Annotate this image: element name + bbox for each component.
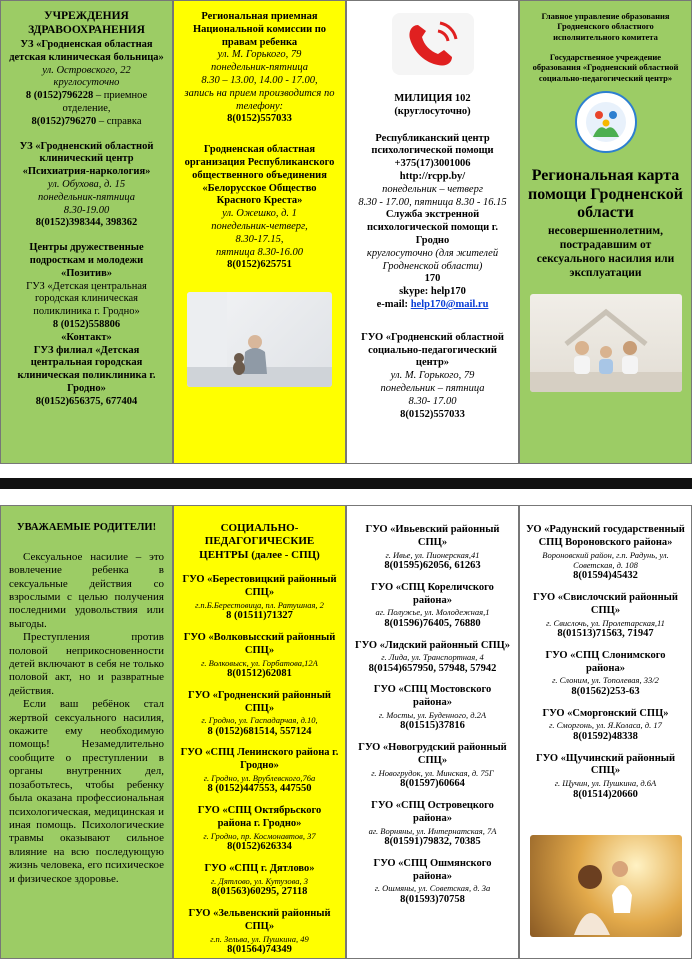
spc-address: г. Свислочь, ул. Пролетарская,11	[546, 617, 665, 628]
org-text: ГУЗ «Детская центральная городская клиническая поликлиника г. Гродно»	[26, 280, 147, 318]
spc-list	[180, 574, 339, 956]
notice-paragraph: Сексуальное насилие – это вовлечение ребенка в сексуальные действия со взрослыми с целью получения последними удовольствия или выгоды.	[9, 550, 164, 630]
org-phone-note: – приемное отделение,	[62, 90, 148, 115]
spc-phone: 8(01594)45432	[573, 570, 638, 582]
org-phone: 8 (0152)558806	[52, 318, 121, 330]
org-name: «Контакт»	[61, 331, 112, 343]
brochure-title: Региональная карта помощи Гродненской области	[528, 167, 683, 221]
email-line	[351, 299, 514, 312]
spc-address: г. Ивье, ул. Пионерская,41	[385, 549, 480, 560]
family-photo	[530, 294, 682, 392]
org-name: УЗ «Гродненская областная детская клиническая больница»	[9, 39, 164, 63]
org-hours: 8.30 – 13.00, 14.00 - 17.00,	[201, 74, 318, 86]
spc-entry	[353, 582, 512, 631]
org-name: Центры дружественные подросткам и молодежи «Позитив»	[29, 242, 144, 279]
org-note: запись на прием производится по телефону:	[184, 87, 335, 112]
spc-phone: 8(01596)76405, 76880	[384, 617, 481, 629]
family-illustration	[530, 294, 682, 392]
spc-address: Вороновский район, г.п. Радунь, ул. Советская, д. 108	[542, 549, 669, 570]
spc-entry	[180, 908, 339, 957]
spc-address: г. Гродно, пр. Космонавтов, 37	[203, 830, 316, 841]
spc-list-3-column	[519, 505, 692, 959]
spc-address: г. Щучин, ул. Пушкина, д.6А	[554, 778, 657, 789]
notice-heading: УВАЖАЕМЫЕ РОДИТЕЛИ!	[16, 522, 157, 533]
spc-name: УО «Радунский государственный СПЦ Вороновского района»	[526, 524, 685, 548]
spc-phone: 8 (0152)681514, 557124	[207, 725, 312, 737]
spc-entry	[526, 753, 685, 802]
phone-icon	[392, 13, 474, 75]
spc-name: ГУО «Ивьевский районный СПЦ»	[365, 524, 500, 548]
org-address: ул. Островского, 22	[42, 64, 131, 76]
spc-name: ГУО «Берестовицкий районный СПЦ»	[182, 574, 337, 599]
org-name: УЗ «Гродненский областной клинический центр «Психиатрия-наркология»	[19, 140, 154, 178]
org-hours: 8.30 - 17.00, пятница 8.30 - 16.15	[358, 196, 507, 208]
cover-column	[519, 0, 692, 464]
org-name: Гродненская областная организация Республиканского общественного объединения «Белорусское Общество Красного Креста»	[184, 144, 335, 207]
org-phone: +375(17)3001006	[394, 158, 471, 170]
spc-phone: 8(01564)74349	[227, 943, 292, 955]
spc-address: г. Слоним, ул. Тополевая, 33/2	[552, 675, 659, 686]
email-link[interactable]: help170@mail.ru	[410, 298, 489, 310]
spc-phone: 8 (01511)71327	[226, 610, 293, 622]
child-with-teddy-illustration	[187, 292, 332, 387]
spc-entry	[180, 805, 339, 854]
mother-child-illustration	[530, 835, 682, 937]
spc-entry	[526, 592, 685, 641]
notice-paragraph: Если ваш ребёнок стал жертвой сексуального насилия, окажите ему необходимую помощь! Незамедлительно сообщите о преступлении в органы внутренних дел, позаботьтесь, чтобы ребенку была оказана профессиональная психологическая, медицинская и иная помощь. Психологические травмы оказывают сильное влияние на всю последующую жизнь человека, его психическое и физическое здоровье.	[9, 698, 164, 885]
spc-phone: 8(01512)62081	[227, 667, 292, 679]
spc-phone: 8(01592)48338	[573, 730, 638, 742]
column-heading: УЧРЕЖДЕНИЯ ЗДРАВООХРАНЕНИЯ	[28, 10, 145, 37]
org-phone-line	[9, 90, 164, 116]
spc-address: г. Новогрудок, ул. Минская, д. 75Г	[371, 767, 494, 778]
org-days: понедельник – пятница	[380, 382, 485, 394]
police-hours: (круглосуточно)	[394, 105, 471, 117]
spc-entry	[353, 684, 512, 733]
spc-entry	[353, 742, 512, 791]
spc-phone: 8(01595)62056, 61263	[384, 559, 481, 571]
spc-list-2-column	[346, 505, 519, 959]
spc-address: г.п. Зельва, ул. Пушкина, 49	[210, 933, 309, 944]
mother-child-photo	[530, 835, 682, 937]
spc-name: ГУО «Новогрудский районный СПЦ»	[358, 742, 507, 766]
spc-address: г. Лида, ул. Транспортная, 4	[381, 652, 484, 663]
spc-address: г. Мосты, ул. Буденного, д.2А	[378, 710, 487, 721]
spc-phone: 8 (0152)447553, 447550	[207, 783, 312, 795]
org-name: Региональная приемная Национальной комиссии по правам ребенка	[192, 11, 327, 48]
org-days: понедельник-четверг,	[211, 220, 308, 232]
skype-contact: skype: help170	[399, 286, 466, 298]
spc-name: ГУО «СПЦ Мостовского района»	[373, 684, 492, 709]
org-name: Республиканский центр психологической помощи	[371, 132, 494, 157]
spc-entry	[180, 690, 339, 739]
spc-name: ГУО «СПЦ Ошмянского района»	[373, 857, 492, 882]
spc-address: г. Дятлово, ул. Кутузова, 3	[210, 875, 309, 886]
spc-name: ГУО «СПЦ Островецкого района»	[371, 799, 494, 824]
spc-phone: 8(01597)60664	[400, 778, 465, 790]
org-phone: 8(0152)557033	[400, 408, 465, 420]
spc-phone: 8(0154)657950, 57948, 57942	[368, 662, 497, 674]
issuer-header: Главное управление образования Гродненского областного исполнительного комитета	[541, 11, 670, 42]
spc-address: г. Волковыск, ул. Горбатова,12А	[201, 657, 318, 668]
email-label: e-mail:	[376, 298, 411, 310]
org-text: ГУЗ филиал «Детская центральная городская клиническая поликлиника г. Гродно»	[17, 344, 156, 394]
spc-entry	[180, 747, 339, 796]
spc-entry	[526, 708, 685, 744]
parents-notice-column	[0, 505, 173, 959]
spc-name: ГУО «СПЦ Кореличского района»	[371, 581, 494, 606]
spc-heading: СОЦИАЛЬНО-ПЕДАГОГИЧЕСКИЕ ЦЕНТРЫ (далее - СПЦ)	[199, 522, 320, 561]
spc-entry	[180, 863, 339, 899]
org-hours: 8.30-19.00	[63, 204, 110, 216]
emergency-column	[346, 0, 519, 464]
spc-entry	[526, 650, 685, 699]
spc-name: ГУО «Сморгонский СПЦ»	[542, 707, 669, 719]
org-phone: 8(0152)656375, 677404	[35, 395, 138, 407]
spc-entry	[353, 524, 512, 573]
spc-address: г. Гродно, ул. Гаспадарчая, д.10,	[201, 715, 318, 726]
spc-list-1-column	[173, 505, 346, 959]
spc-address: г. Гродно, ул. Врублевского,76а	[203, 773, 316, 784]
spc-entry	[353, 800, 512, 849]
emergency-number: 170	[424, 273, 441, 285]
center-logo	[575, 91, 637, 153]
org-name: ГУО «Гродненский областной социально-педагогический центр»	[361, 331, 504, 369]
org-hours: 8.30-17.15,	[235, 233, 284, 245]
org-phone: 8 (0152)796228	[25, 90, 94, 102]
org-website-link[interactable]: http://rcpp.by/	[399, 170, 466, 182]
org-days: понедельник-пятница	[211, 62, 308, 74]
spc-name: ГУО «СПЦ Ленинского района г. Гродно»	[180, 747, 339, 772]
spc-phone: 8(01591)79832, 70385	[384, 835, 481, 847]
spc-name: ГУО «СПЦ г. Дятлово»	[204, 862, 315, 874]
spc-name: ГУО «Свислочский районный СПЦ»	[533, 592, 678, 616]
spc-name: ГУО «Гродненский районный СПЦ»	[188, 689, 331, 714]
org-phone: 8(0152)625751	[227, 259, 292, 271]
spc-phone: 8(01515)37816	[400, 720, 465, 732]
institution-name: Государственное учреждение образования «Гродненский областной социально-педагогический центр»	[532, 52, 679, 83]
spc-phone: 8(01562)253-63	[571, 685, 640, 697]
spc-phone: 8(01513)71563, 71947	[557, 628, 654, 640]
spc-phone: 8(01593)70758	[400, 893, 465, 905]
org-phone: 8(0152)398344, 398362	[35, 217, 138, 229]
spc-name: ГУО «Волковысский районный СПЦ»	[183, 631, 336, 656]
org-days: понедельник – четверг	[382, 183, 483, 195]
commission-column	[173, 0, 346, 464]
spc-name: ГУО «СПЦ Октябрьского района г. Гродно»	[197, 805, 322, 830]
spc-list	[526, 524, 685, 801]
child-with-teddy-photo	[187, 292, 332, 387]
spc-name: ГУО «СПЦ Слонимского района»	[545, 649, 666, 674]
org-days: понедельник-пятница	[38, 191, 135, 203]
police-number: МИЛИЦИЯ 102	[394, 93, 471, 104]
org-address: ул. М. Горького, 79	[217, 49, 302, 61]
health-institutions-column	[0, 0, 173, 464]
spc-address: г. Ошмяны, ул. Советская, д. 3а	[374, 883, 491, 894]
spc-phone: 8(01514)20660	[573, 788, 638, 800]
spc-name: ГУО «Зельвенский районный СПЦ»	[188, 907, 331, 932]
spc-address: г. Сморгонь, ул. Я.Коласа, д. 17	[549, 720, 662, 731]
spc-entry	[353, 858, 512, 907]
spc-list	[353, 524, 512, 906]
spc-address: аг. Ворняны, ул. Интернатская, 7А	[368, 825, 497, 836]
brochure-subtitle: несовершеннолетним, пострадавшим от сексуального насилия или эксплуатации	[536, 225, 675, 280]
spc-address: г.п.Б.Берестовица, пл. Ратушная, 2	[195, 599, 324, 610]
org-name: Служба экстренной психологической помощи г. Гродно	[367, 209, 498, 246]
spc-phone: 8(0152)626334	[227, 841, 292, 853]
org-hours: 8.30- 17.00	[408, 395, 457, 407]
spc-entry	[180, 632, 339, 681]
family-logo-icon	[577, 93, 635, 151]
spc-address: аг. Полужье, ул. Молодежная,1	[375, 607, 490, 618]
spc-entry	[353, 640, 512, 676]
org-phone: 8(0152)557033	[227, 113, 292, 125]
org-address: ул. Ожешко, д. 1	[222, 208, 297, 220]
notice-paragraph: Преступления против половой неприкосновенности детей включают в себя не только половой акт, но и развратные действия.	[9, 631, 164, 697]
org-phone: 8(0152)796270	[31, 115, 97, 127]
org-phone-note: – справка	[96, 115, 142, 127]
spc-name: ГУО «Лидский районный СПЦ»	[354, 639, 511, 651]
org-address: ул. Обухова, д. 15	[47, 179, 126, 190]
org-hours: круглосуточно	[53, 77, 120, 89]
fold-divider	[0, 478, 692, 489]
spc-name: ГУО «Щучинский районный СПЦ»	[535, 752, 675, 777]
org-address: ул. М. Горького, 79	[390, 370, 475, 382]
org-hours: круглосуточно (для жителей Гродненской области)	[366, 247, 499, 272]
spc-phone: 8(01563)60295, 27118	[211, 886, 308, 898]
org-phone-line	[9, 116, 164, 129]
spc-entry	[526, 524, 685, 583]
org-hours-friday: пятница 8.30-16.00	[216, 246, 303, 258]
spc-entry	[180, 574, 339, 623]
